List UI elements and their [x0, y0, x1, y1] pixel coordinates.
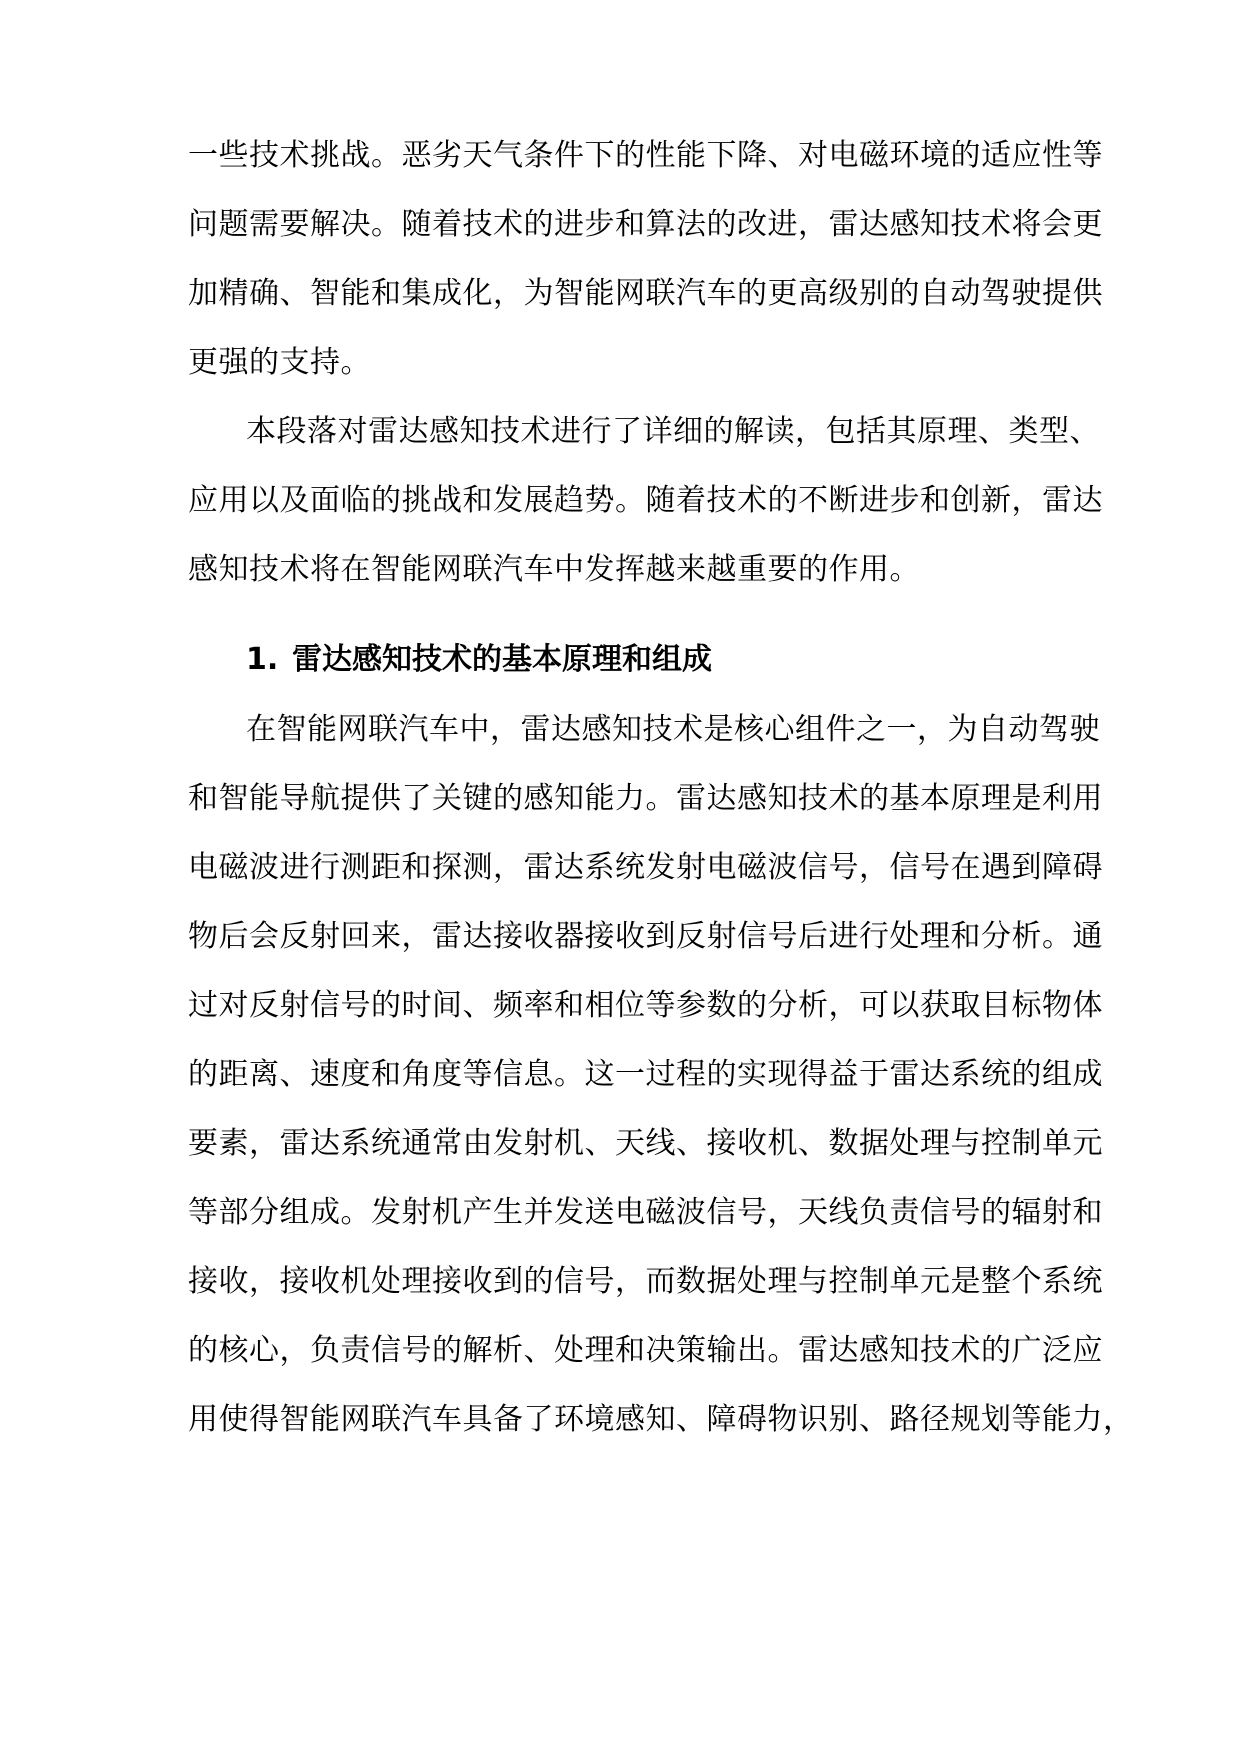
paragraph-line: 要素，雷达系统通常由发射机、天线、接收机、数据处理与控制单元 [188, 1126, 1103, 1161]
paragraph-line: 和智能导航提供了关键的感知能力。雷达感知技术的基本原理是利用 [188, 781, 1103, 816]
paragraph-line: 物后会反射回来，雷达接收器接收到反射信号后进行处理和分析。通 [188, 919, 1103, 954]
section-heading [246, 640, 712, 680]
paragraph-line: 电磁波进行测距和探测，雷达系统发射电磁波信号，信号在遇到障碍 [188, 850, 1103, 885]
paragraph-line: 问题需要解决。随着技术的进步和算法的改进，雷达感知技术将会更 [188, 207, 1103, 242]
paragraph-line: 用使得智能网联汽车具备了环境感知、障碍物识别、路径规划等能力， [188, 1402, 1134, 1437]
paragraph-line: 的核心，负责信号的解析、处理和决策输出。雷达感知技术的广泛应 [188, 1333, 1103, 1368]
paragraph-line: 一些技术挑战。恶劣天气条件下的性能下降、对电磁环境的适应性等 [188, 138, 1103, 173]
paragraph-line: 应用以及面临的挑战和发展趋势。随着技术的不断进步和创新，雷达 [188, 483, 1103, 518]
section-title: 雷达感知技术的基本原理和组成 [292, 642, 712, 677]
paragraph-line: 本段落对雷达感知技术进行了详细的解读，包括其原理、类型、 [246, 414, 1100, 449]
paragraph-line: 加精确、智能和集成化，为智能网联汽车的更高级别的自动驾驶提供 [188, 276, 1103, 311]
paragraph-line: 接收，接收机处理接收到的信号，而数据处理与控制单元是整个系统 [188, 1264, 1103, 1299]
paragraph-line: 的距离、速度和角度等信息。这一过程的实现得益于雷达系统的组成 [188, 1057, 1103, 1092]
paragraph-line: 在智能网联汽车中，雷达感知技术是核心组件之一，为自动驾驶 [246, 712, 1100, 747]
paragraph-line: 等部分组成。发射机产生并发送电磁波信号，天线负责信号的辐射和 [188, 1195, 1103, 1230]
paragraph-line: 感知技术将在智能网联汽车中发挥越来越重要的作用。 [188, 552, 920, 587]
section-number: 1. [246, 642, 279, 677]
paragraph-line: 更强的支持。 [188, 345, 371, 380]
paragraph-line: 过对反射信号的时间、频率和相位等参数的分析，可以获取目标物体 [188, 988, 1103, 1023]
